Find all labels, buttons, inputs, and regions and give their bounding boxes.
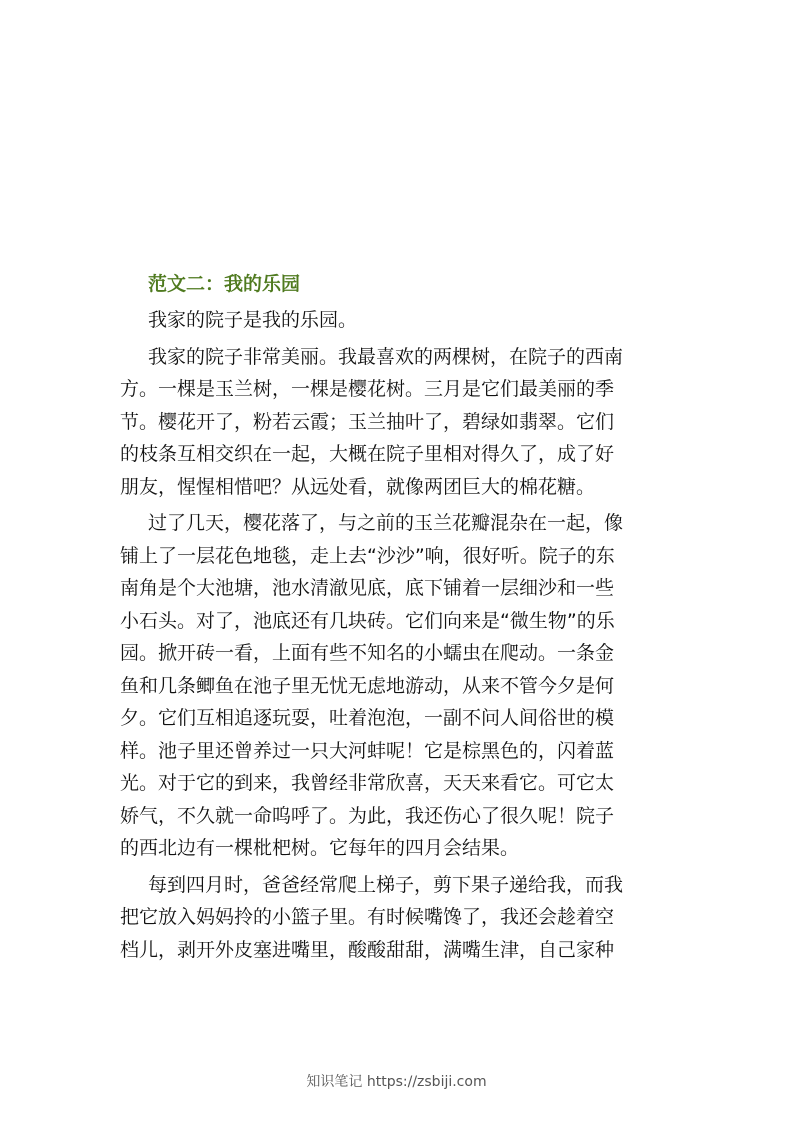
paragraph-line: 的枝条互相交织在一起，大概在院子里相对得久了，成了好 (120, 443, 615, 465)
paragraph-line: 我家的院子非常美丽。我最喜欢的两棵树，在院子的西南 (148, 345, 624, 368)
paragraph-line: 档儿，剥开外皮塞进嘴里，酸酸甜甜，满嘴生津，自己家种 (120, 938, 615, 961)
paragraph-line: 夕。它们互相追逐玩耍，吐着泡泡，一副不问人间俗世的模 (120, 707, 615, 729)
paragraph-line: 我家的院子是我的乐园。 (148, 309, 358, 331)
essay-title: 范文二：我的乐园 (148, 273, 301, 295)
paragraph (120, 341, 674, 504)
paragraph (148, 304, 674, 337)
essay-body (120, 304, 674, 966)
paragraph-line: 娇气，不久就一命呜呼了。为此，我还伤心了很久呢！院子 (120, 804, 615, 827)
paragraph-line: 的西北边有一棵枇杷树。它每年的四月会结果。 (120, 837, 520, 859)
paragraph-line: 光。对于它的到来，我曾经非常欣喜，天天来看它。可它太 (120, 772, 615, 794)
paragraph-line: 鱼和几条鲫鱼在池子里无忧无虑地游动，从来不管今夕是何 (120, 674, 615, 697)
paragraph-line: 朋友，惺惺相惜吧？从远处看，就像两团巨大的棉花糖。 (120, 475, 596, 498)
page-footer: 知识笔记 https://zsbiji.com (306, 1074, 487, 1090)
paragraph-line: 节。樱花开了，粉若云霞；玉兰抽叶了，碧绿如翡翠。它们 (120, 410, 615, 433)
paragraph-line: 小石头。对了，池底还有几块砖。它们向来是“微生物”的乐 (120, 609, 615, 632)
paragraph-line: 把它放入妈妈拎的小篮子里。有时候嘴馋了，我还会趁着空 (120, 906, 615, 928)
paragraph-line: 南角是个大池塘，池水清澈见底，底下铺着一层细沙和一些 (120, 577, 615, 599)
paragraph-line: 铺上了一层花色地毯，走上去“沙沙”响，很好听。院子的东 (120, 544, 615, 567)
paragraph (120, 507, 674, 865)
paragraph-line: 方。一棵是玉兰树，一棵是樱花树。三月是它们最美丽的季 (120, 378, 615, 400)
paragraph (120, 869, 674, 967)
paragraph-line: 样。池子里还曾养过一只大河蚌呢！它是棕黑色的，闪着蓝 (120, 739, 615, 762)
paragraph-line: 过了几天，樱花落了，与之前的玉兰花瓣混杂在一起，像 (148, 512, 624, 534)
paragraph-line: 园。掀开砖一看，上面有些不知名的小蠕虫在爬动。一条金 (120, 642, 615, 664)
document-content (120, 268, 674, 966)
paragraph-line: 每到四月时，爸爸经常爬上梯子，剪下果子递给我，而我 (148, 873, 624, 896)
